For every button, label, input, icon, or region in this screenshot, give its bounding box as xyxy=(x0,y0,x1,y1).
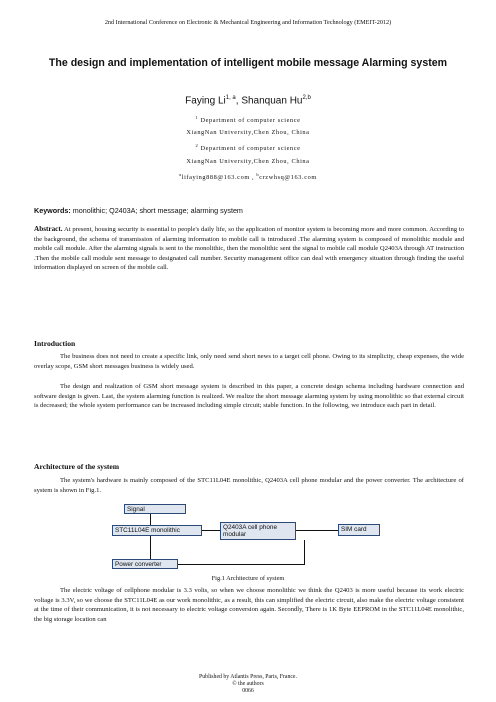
abstract xyxy=(34,225,464,273)
author-1-name: Faying Li xyxy=(185,95,226,107)
connector-power-to-modular xyxy=(304,540,305,565)
connector-signal-monolithic xyxy=(150,514,151,525)
power-converter-box: Power converter xyxy=(112,559,178,569)
affiliation-1-dept: $^1$ Department of computer science xyxy=(195,115,301,125)
sim-card-box: SIM card xyxy=(338,524,380,536)
connector-modular-sim xyxy=(296,530,338,531)
footer-page-number: 0066 xyxy=(242,688,254,694)
monolithic-box: STC11L04E monolithic xyxy=(112,525,202,536)
architecture-paragraph-1: The system's hardware is mainly composed of the STC11L04E monolithic, Q2403A cell phone modular and the power converter. The architecture of system is shown in Fig.1. xyxy=(34,477,464,494)
keywords-label: Keywords: xyxy=(34,206,71,215)
email-a: lifaying888@163.com , xyxy=(181,174,257,182)
conference-header: 2nd International Conference on Electronic & Mechanical Engineering and Information Technology (EMEIT-2012) xyxy=(104,19,392,26)
email-line: $^a$lifaying888@163.com , $^b$crzwhsq@163.com xyxy=(179,172,317,182)
connector-power-to-monolithic xyxy=(150,536,151,559)
architecture-paragraph-2: The electric voltage of cellphone modular is 3.3 volts, so when we choose monolithic we think the Q2403 is more useful because its work electric voltage is 3.3V, so we choose the STC11L04E as our work monolithic, as a result, this can simplified the electric circuit, also make the electric voltage consistent at the time of their communication, it is not necessary to electric voltage conversion again. Secondly, There is 1K Byte EEPROM in the STC11L04E monolithic, the big storage location can xyxy=(34,587,464,623)
affiliation-2-dept: $^2$ Department of computer science xyxy=(195,143,301,153)
affiliation-sup: 2 xyxy=(195,143,199,148)
affiliation-sup: 1 xyxy=(195,115,199,120)
intro-paragraph-1: The business does not need to create a specific link, only need send short news to a target cell phone. Owing to its simplicity, cheap expenses, the wide overlay scope, GSM short messages business is widely used. xyxy=(34,353,464,370)
figure-caption: Fig.1 Architecture of system xyxy=(211,575,285,582)
footer-publisher: Published by Atlantis Press, Paris, France. xyxy=(199,674,297,680)
author-1-sup: 1, a xyxy=(225,95,236,101)
abstract-label: Abstract. xyxy=(34,225,63,233)
affiliation-1-univ: XiangNan University,Chen Zhou, China xyxy=(186,129,310,136)
abstract-text: At present, housing security is essential to people's daily life, so the application of monitor system is becoming more and more common. According to the background, the schema of transmission of alarming information to mobile call is introduced .The alarming system is composed of monolithic module and mobile call module. After the alarming signals is sent to the monolithic, then the monolithic sent the signal to mobile call module Q2403A through AT instruction .Then the mobile call module sent message to designated call number. Security management office can deal with emergency situation through finding the useful information displayed on screen of the mobile call. xyxy=(34,226,464,272)
affiliation-2-univ: XiangNan University,Chen Zhou, China xyxy=(186,158,310,165)
paper-title: The design and implementation of intelligent mobile message Alarming system xyxy=(48,57,448,69)
keywords-text: monolithic; Q2403A; short message; alarming system xyxy=(70,206,243,215)
connector-power-horizontal xyxy=(178,564,304,565)
section-heading-architecture: Architecture of the system xyxy=(34,462,120,471)
signal-box: Signal xyxy=(124,504,186,514)
cell-phone-modular-box: Q2403A cell phone modular xyxy=(220,522,296,540)
author-2-name: Shanquan Hu xyxy=(241,95,303,107)
author-separator: , xyxy=(235,95,242,107)
section-heading-introduction: Introduction xyxy=(34,339,76,348)
author-line xyxy=(0,95,496,106)
intro-paragraph-2: The design and realization of GSM short message system is described in this paper, a concrete design schema including hardware connection and software design is given. Last, the system alarming function is realized. We realize the short message alarming system by using monolithic so that external circuit is decreased; the whole system performance can be increased including simple circuit; stable function. In the following, we introduce each part in detail. xyxy=(34,383,464,410)
architecture-diagram xyxy=(112,503,380,573)
email-b: crzwhsq@163.com xyxy=(259,174,317,182)
author-2-sup: 2,b xyxy=(302,95,311,101)
connector-monolithic-modular xyxy=(202,530,220,531)
page-footer xyxy=(0,674,496,695)
footer-copyright: © the authors xyxy=(232,681,264,687)
keywords xyxy=(34,206,464,215)
